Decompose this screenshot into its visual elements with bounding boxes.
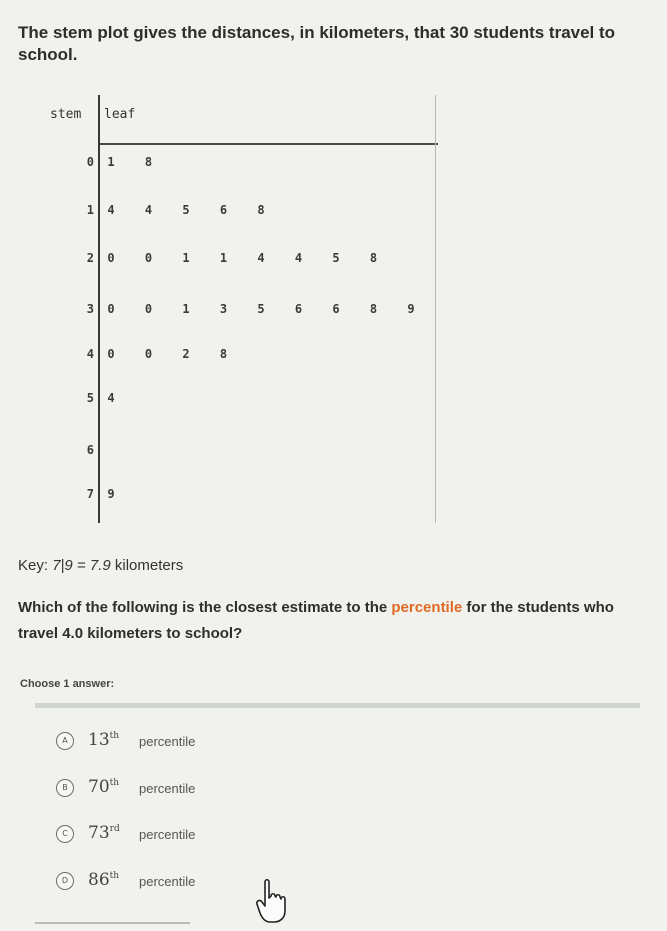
option-number: 73 [88, 823, 110, 843]
stem-row [38, 302, 438, 322]
leaf-value: 3 [219, 302, 228, 316]
leaf-value: 9 [107, 487, 115, 501]
stem-row [38, 487, 438, 507]
option-number: 86 [88, 870, 110, 890]
stem-value: 0 [86, 155, 94, 169]
leaf-value: 4 [294, 251, 303, 265]
leaf-value: 0 [107, 302, 115, 316]
leaf-value: 6 [332, 302, 340, 316]
option-value [88, 823, 120, 843]
leaf-value: 0 [144, 251, 153, 265]
key-label: Key: [18, 557, 49, 574]
question-prompt [18, 595, 648, 647]
stem-value: 4 [86, 347, 94, 361]
option-number: 13 [88, 730, 110, 750]
leaf-value: 9 [407, 302, 415, 316]
leaf-value: 6 [219, 203, 228, 217]
answer-option-b[interactable] [56, 777, 296, 803]
stem-value: 7 [86, 487, 94, 501]
leaf-value: 5 [257, 302, 265, 316]
leaf-value: 1 [219, 251, 228, 265]
option-label: percentile [139, 781, 196, 796]
option-ordinal-suffix: th [109, 871, 120, 881]
key-example: 7|9 = 7.9 [52, 557, 111, 574]
hand-cursor-icon [255, 878, 289, 924]
leaf-header: leaf [104, 107, 136, 122]
leaf-value: 0 [144, 302, 153, 316]
leaf-value: 0 [144, 347, 153, 361]
leaf-value: 0 [107, 251, 115, 265]
option-ordinal-suffix: th [109, 778, 120, 788]
plot-key [18, 557, 183, 574]
option-value [88, 777, 119, 797]
key-unit: kilometers [114, 557, 184, 574]
leaf-value: 5 [182, 203, 190, 217]
stem-value: 2 [86, 251, 94, 265]
leaf-value: 8 [257, 203, 265, 217]
question-part2: for the students who travel 4.0 kilometers to school? [18, 599, 614, 642]
answer-option-c[interactable] [56, 823, 296, 849]
leaf-value: 4 [144, 203, 153, 217]
option-ordinal-suffix: th [109, 731, 120, 741]
leaf-value: 4 [257, 251, 265, 265]
stem-header: stem [50, 107, 82, 122]
leaf-value: 0 [107, 347, 115, 361]
stem-value: 1 [86, 203, 94, 217]
radio-button[interactable]: A [56, 732, 74, 750]
option-value [88, 730, 119, 750]
bottom-divider [35, 922, 190, 924]
stem-value: 6 [86, 443, 94, 457]
stem-row [38, 391, 438, 411]
leaf-value: 6 [294, 302, 303, 316]
header-rule [100, 143, 438, 145]
leaf-value: 4 [107, 391, 115, 405]
stem-row [38, 443, 438, 463]
option-value [88, 870, 119, 890]
leaf-value: 8 [369, 302, 378, 316]
stem-row [38, 155, 438, 175]
radio-button[interactable]: D [56, 872, 74, 890]
percentile-link[interactable]: percentile [391, 599, 463, 616]
divider [35, 703, 640, 708]
leaf-value: 8 [144, 155, 153, 169]
leaf-value: 8 [369, 251, 378, 265]
stem-row [38, 251, 438, 271]
radio-button[interactable]: B [56, 779, 74, 797]
leaf-value: 1 [182, 251, 190, 265]
stem-value: 3 [86, 302, 94, 316]
intro-text: The stem plot gives the distances, in kilometers, that 30 students travel to school. [18, 23, 616, 64]
leaf-value: 2 [182, 347, 190, 361]
option-number: 70 [88, 777, 110, 797]
stem-plot [38, 95, 438, 523]
radio-button[interactable]: C [56, 825, 74, 843]
choose-label: Choose 1 answer: [20, 678, 115, 690]
option-label: percentile [139, 874, 196, 889]
option-label: percentile [139, 827, 196, 842]
leaf-value: 4 [107, 203, 115, 217]
option-label: percentile [139, 734, 196, 749]
stem-value: 5 [86, 391, 94, 405]
leaf-value: 5 [332, 251, 340, 265]
stem-row [38, 347, 438, 367]
leaf-value: 1 [182, 302, 190, 316]
answer-option-a[interactable] [56, 730, 296, 756]
option-ordinal-suffix: rd [109, 824, 120, 834]
question-part1: Which of the following is the closest estimate to the [18, 599, 388, 616]
leaf-value: 8 [219, 347, 228, 361]
stem-row [38, 203, 438, 223]
leaf-value: 1 [107, 155, 115, 169]
